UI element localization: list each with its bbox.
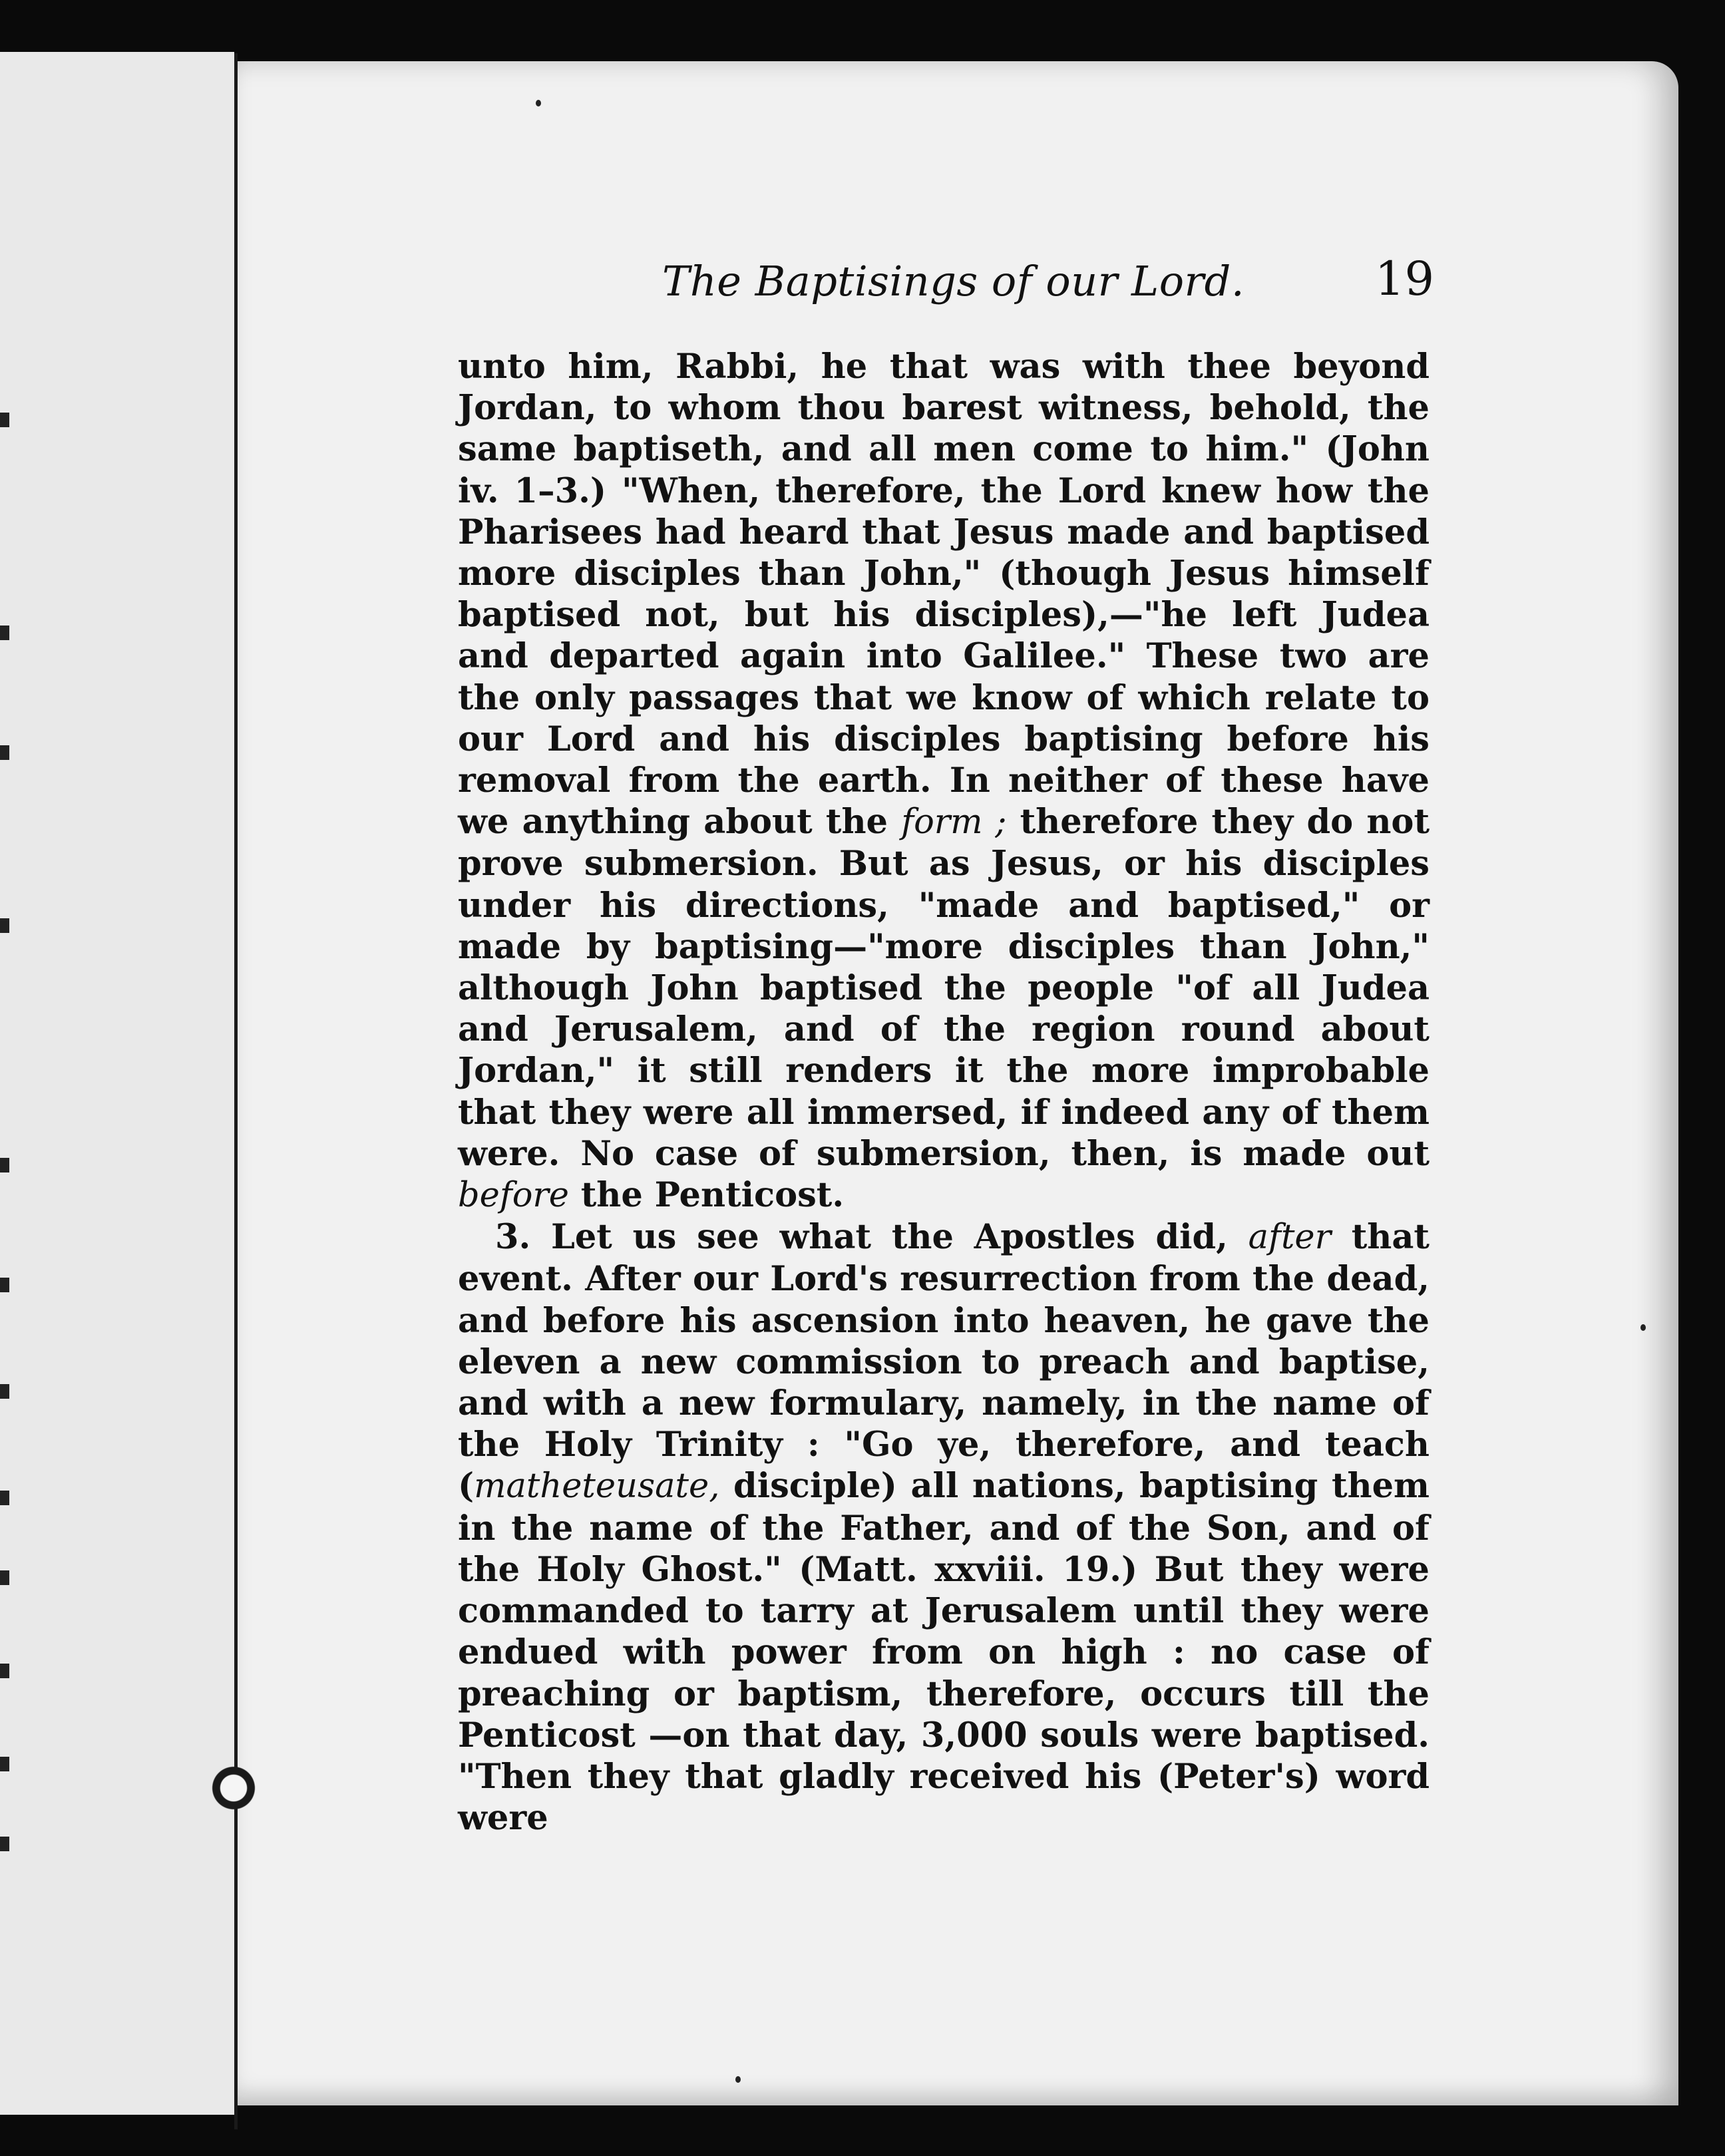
facing-page-text-fragments: [0, 253, 20, 1850]
page-header: [662, 252, 1434, 318]
italic-run: matheteusate,: [474, 1467, 720, 1507]
text-run: unto him, Rabbi, he that was with thee beyond Jordan, to whom thou barest witness, behold, the same baptiseth, and all men come to him." (John iv. 1–3.) "When, therefore, the Lord knew how the Pharisees had heard that Jesus made and baptised more disciples than John," (though Jesus himself baptised not, but his disciples),—"he left Judea and departed again into Galilee." These two are the only passages that we know of which relate to our Lord and his disciples baptising before his removal from the earth. In neither of these have we anything about the: [458, 347, 1430, 842]
paragraph: [458, 1216, 1430, 1839]
gutter-line: [234, 53, 238, 2129]
body-text: [458, 346, 1430, 1839]
text-run: disciple) all nations, baptising them in the name of the Father, and of the Son, and of the Holy Ghost." (Matt. xxviii. 19.) But they were commanded to tarry at Jerusalem until they were endued with power from on high : no case of preaching or baptism, therefore, occurs till the Penticost —on that day, 3,000 souls were baptised. "Then they that gladly received his (Peter's) word were: [458, 1466, 1430, 1839]
paragraph: [458, 346, 1430, 1216]
facing-page-edge: [0, 52, 234, 2115]
text-run: the Penticost.: [568, 1175, 845, 1216]
text-run: 3. Let us see what the Apostles did,: [495, 1217, 1248, 1258]
text-run: that event. After our Lord's resurrection from the dead, and before his ascension into heaven, he gave the eleven a new commission to preach and baptise, and with a new formulary, namely, in the name of the Holy Trinity : "Go ye, therefore, and teach (: [458, 1217, 1430, 1507]
text-run: therefore they do not prove submersion. But as Jesus, or his disciples under his directions, "made and baptised," or made by baptising—"more disciples than John," although John baptised the people "of all Judea and Jerusalem, and of the region round about Jordan," it still renders it the more improbable that they were all immersed, if indeed any of them were. No case of submersion, then, is made out: [458, 802, 1430, 1174]
ink-blot: [197, 1765, 270, 1811]
dust-speck: [536, 100, 541, 106]
italic-run: form ;: [901, 803, 1007, 842]
page-number: 19: [1374, 252, 1434, 306]
dust-speck: [735, 2076, 741, 2083]
italic-run: before: [458, 1176, 569, 1216]
dust-speck: [1640, 1324, 1646, 1331]
running-title: The Baptisings of our Lord.: [662, 257, 1245, 305]
italic-run: after: [1248, 1218, 1331, 1258]
